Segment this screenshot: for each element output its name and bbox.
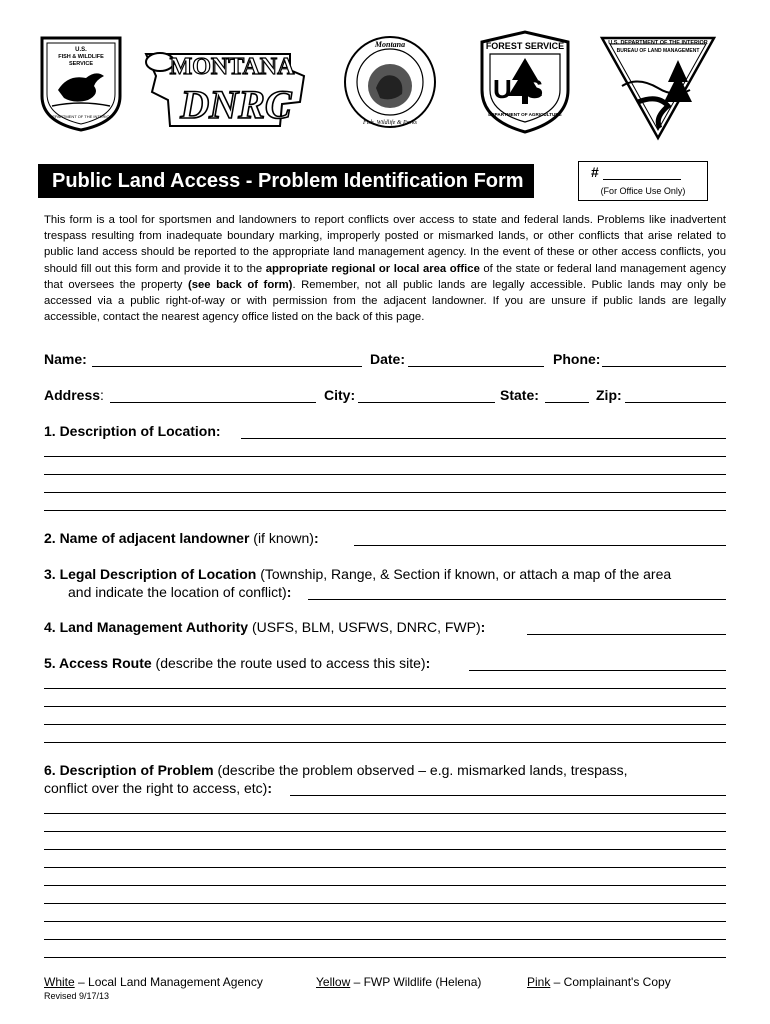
q2-line[interactable]	[354, 545, 726, 546]
state-field[interactable]	[545, 402, 589, 403]
intro-bold-see-back: (see back of form)	[187, 278, 293, 291]
q5-line[interactable]	[44, 688, 726, 689]
usfs-bottom-text: DEPARTMENT OF AGRICULTURE	[488, 112, 562, 117]
office-use-label: (For Office Use Only)	[600, 186, 686, 196]
usfws-ring: DEPARTMENT OF THE INTERIOR	[49, 114, 113, 119]
blm-line2: BUREAU OF LAND MANAGEMENT	[616, 48, 700, 54]
q6-line[interactable]	[44, 903, 726, 904]
q1-line[interactable]	[241, 438, 726, 439]
city-label: City:	[324, 387, 356, 403]
fwp-top-text: Montana	[374, 40, 406, 49]
forest-service-logo	[472, 28, 578, 136]
q5-line[interactable]	[44, 706, 726, 707]
q2-label: 2. Name of adjacent landowner (if known):	[44, 530, 319, 546]
phone-label: Phone:	[553, 351, 601, 367]
q6-line[interactable]	[44, 813, 726, 814]
q6-line[interactable]	[44, 867, 726, 868]
q1-line[interactable]	[44, 510, 726, 511]
revised-date: Revised 9/17/13	[44, 991, 110, 1001]
form-title: Public Land Access - Problem Identification Form	[38, 164, 534, 198]
fwp-ring-text: Fish, Wildlife & Parks	[363, 120, 417, 126]
q6-line[interactable]	[44, 831, 726, 832]
q5-line[interactable]	[44, 742, 726, 743]
dnrc-top-text: MONTANA	[169, 54, 295, 80]
q6-label: 6. Description of Problem (describe the problem observed – e.g. mismarked lands, trespass,	[44, 762, 628, 778]
montana-dnrc-logo	[140, 40, 310, 140]
fwp-logo	[342, 32, 438, 132]
usfws-logo	[38, 34, 124, 132]
phone-field[interactable]	[602, 366, 726, 367]
name-label: Name:	[44, 351, 87, 367]
address-label: Address:	[44, 387, 104, 403]
q4-label: 4. Land Management Authority (USFS, BLM, USFWS, DNRC, FWP):	[44, 619, 486, 635]
office-number-hash: #	[591, 164, 599, 180]
state-label: State:	[500, 387, 539, 403]
date-field[interactable]	[408, 366, 544, 367]
usfs-top-text: FOREST SERVICE	[485, 41, 565, 51]
q6-line[interactable]	[44, 921, 726, 922]
usfws-line2: FISH & WILDLIFE	[58, 54, 104, 60]
city-field[interactable]	[358, 402, 495, 403]
address-field[interactable]	[110, 402, 316, 403]
name-field[interactable]	[92, 366, 362, 367]
zip-label: Zip:	[596, 387, 622, 403]
q3-line[interactable]	[308, 599, 726, 600]
date-label: Date:	[370, 351, 406, 367]
usfws-line3: SERVICE	[68, 61, 94, 67]
q6-label-line2: conflict over the right to access, etc):	[44, 780, 272, 796]
q6-line[interactable]	[44, 885, 726, 886]
office-use-box	[578, 161, 708, 201]
q3-label: 3. Legal Description of Location (Township, Range, & Section if known, or attach a map of the area	[44, 566, 672, 582]
footer-white-copy: White – Local Land Management Agency	[44, 975, 263, 989]
q6-line[interactable]	[290, 795, 726, 796]
q1-line[interactable]	[44, 456, 726, 457]
blm-line1: U.S. DEPARTMENT OF THE INTERIOR	[608, 40, 708, 46]
office-number-line[interactable]	[603, 179, 681, 180]
q1-label: 1. Description of Location:	[44, 423, 221, 439]
dnrc-bottom-text: DNRC	[180, 82, 292, 127]
footer-pink-copy: Pink – Complainant's Copy	[527, 975, 671, 989]
usfws-line1: U.S.	[75, 47, 87, 53]
intro-bold-office: appropriate regional or local area office	[265, 262, 480, 275]
q4-line[interactable]	[527, 634, 726, 635]
intro-paragraph: This form is a tool for sportsmen and landowners to report conflicts over access to state and federal lands. Problems like inadvertent trespass resulting from inadequate boundary marking, improperly posted or mismarked lands, or other conflicts that arise related to public land access should be reported to the appropriate land management agency. In the event of these or other access conflicts, you should fill out this form and provide it to the appropriate regional or local area office of the state or federal land management agency that oversees the property (see back of form). Remember, not all public lands are legally accessible. Public lands may only be accessed via a public right-of-way or with permission from the adjacent landowner. If you are unsure if public lands are legally accessible, contact the nearest agency office listed on the back of this page.	[44, 214, 726, 324]
q5-line[interactable]	[469, 670, 726, 671]
usfs-letters: US	[492, 74, 558, 104]
q6-line[interactable]	[44, 849, 726, 850]
q5-label: 5. Access Route (describe the route used to access this site):	[44, 655, 431, 671]
q1-line[interactable]	[44, 474, 726, 475]
blm-logo	[598, 32, 718, 144]
q6-line[interactable]	[44, 957, 726, 958]
zip-field[interactable]	[625, 402, 726, 403]
q6-line[interactable]	[44, 939, 726, 940]
q3-label-line2: and indicate the location of conflict):	[68, 584, 292, 600]
footer-yellow-copy: Yellow – FWP Wildlife (Helena)	[316, 975, 482, 989]
q1-line[interactable]	[44, 492, 726, 493]
q5-line[interactable]	[44, 724, 726, 725]
